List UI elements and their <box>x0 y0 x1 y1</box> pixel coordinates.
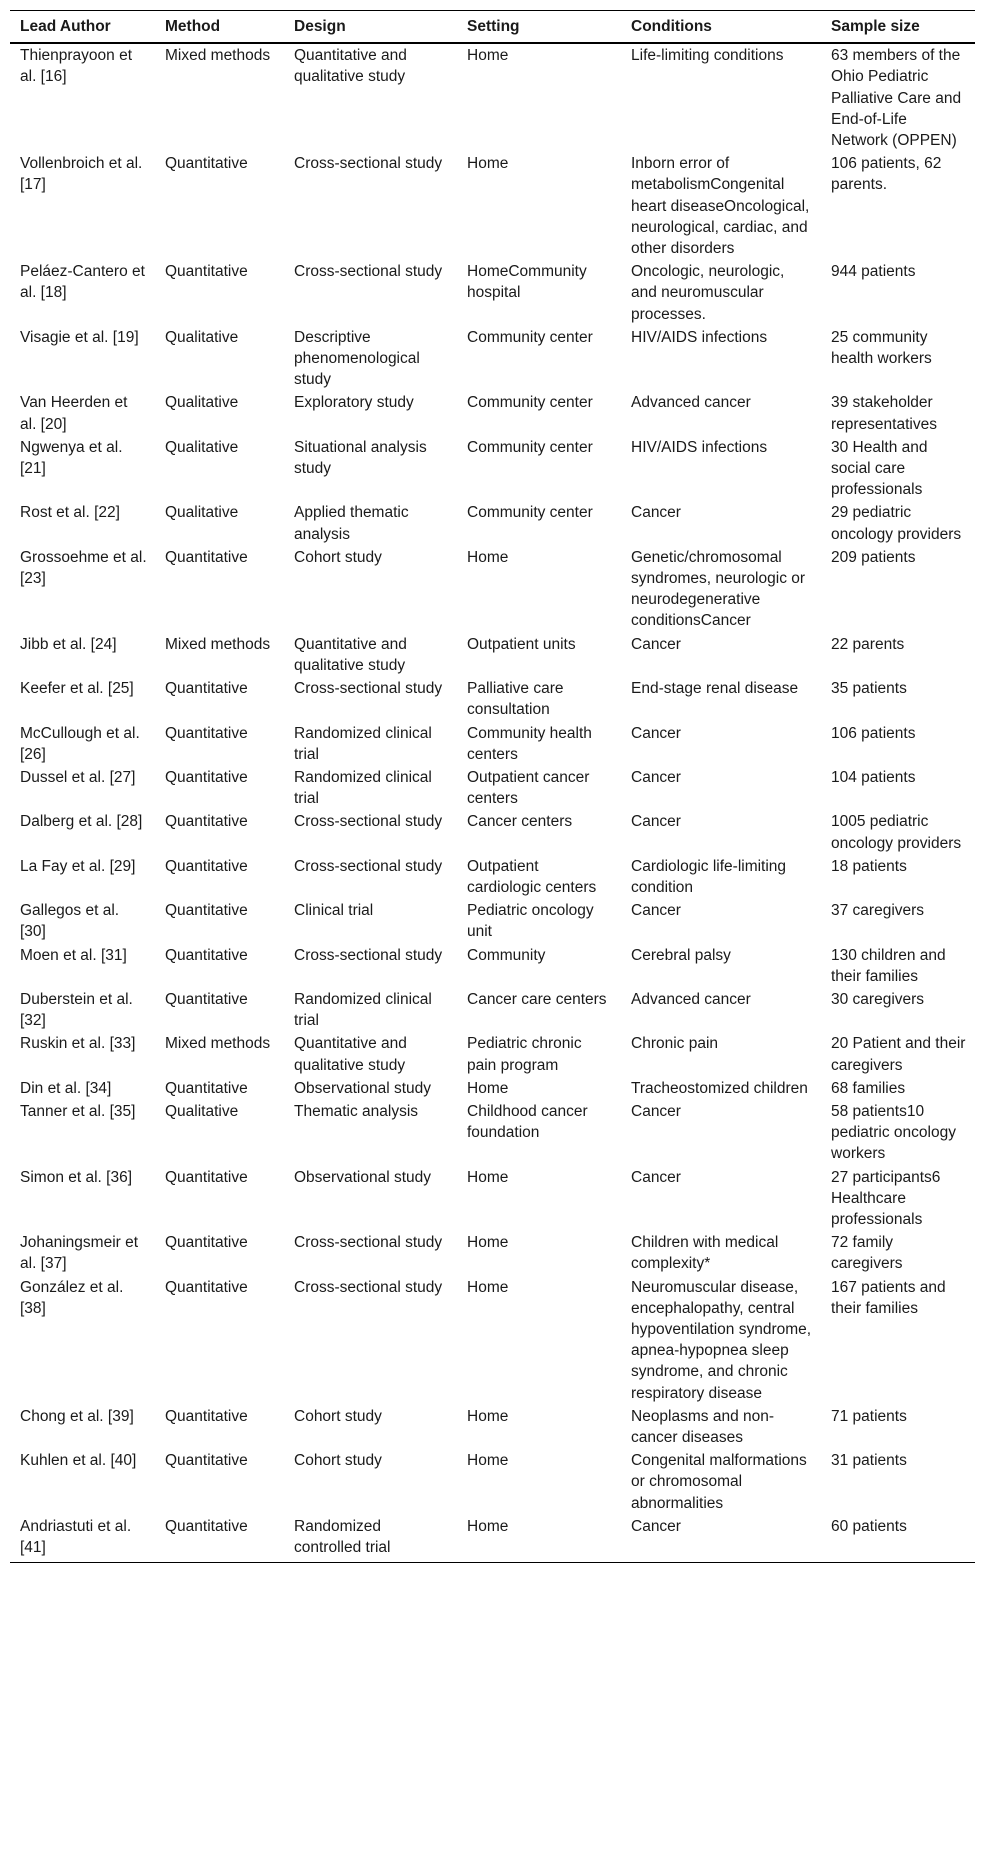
cell-design: Cohort study <box>294 1407 382 1425</box>
cell-setting: Community center <box>467 504 593 522</box>
cell-sample-size: 106 patients <box>831 724 916 742</box>
cell-lead-author: Gallegos et al. [30] <box>20 902 120 941</box>
table-row <box>10 436 975 502</box>
cell-design: Cross-sectional study <box>294 680 443 698</box>
cell-lead-author: Simon et al. [36] <box>20 1168 133 1186</box>
cell-sample-size: 209 patients <box>831 548 916 566</box>
cell-conditions: Oncologic, neurologic, and neuromuscular processes. <box>631 263 785 323</box>
cell-setting: Community health centers <box>467 724 592 763</box>
cell-method: Quantitative <box>165 857 248 875</box>
cell-sample-size: 104 patients <box>831 768 916 786</box>
cell-method: Quantitative <box>165 902 248 920</box>
table-row <box>10 1032 975 1076</box>
cell-setting: Pediatric oncology unit <box>467 902 594 941</box>
table-row <box>10 501 975 545</box>
cell-setting: Community center <box>467 328 593 346</box>
table-row <box>10 152 975 260</box>
cell-design: Cohort study <box>294 548 382 566</box>
cell-method: Mixed methods <box>165 47 271 65</box>
table-row <box>10 677 975 721</box>
cell-conditions: HIV/AIDS infections <box>631 438 768 456</box>
cell-method: Quantitative <box>165 263 248 281</box>
cell-lead-author: La Fay et al. [29] <box>20 857 136 875</box>
cell-sample-size: 106 patients, 62 parents. <box>831 155 942 194</box>
cell-lead-author: Peláez-Cantero et al. [18] <box>20 263 145 302</box>
cell-design: Cross-sectional study <box>294 263 443 281</box>
cell-design: Applied thematic analysis <box>294 504 409 543</box>
cell-setting: Home <box>467 1079 509 1097</box>
cell-setting: Home <box>467 1452 509 1470</box>
cell-method: Quantitative <box>165 990 248 1008</box>
table-header <box>10 11 975 44</box>
cell-setting: Community <box>467 946 546 964</box>
cell-conditions: Cancer <box>631 902 681 920</box>
table-row <box>10 1100 975 1166</box>
cell-conditions: Cardiologic life-limiting condition <box>631 857 787 896</box>
table-row <box>10 899 975 943</box>
cell-setting: Community center <box>467 394 593 412</box>
cell-sample-size: 25 community health workers <box>831 328 932 368</box>
cell-design: Randomized clinical trial <box>294 768 432 808</box>
cell-method: Qualitative <box>165 328 239 346</box>
cell-method: Quantitative <box>165 1079 248 1097</box>
cell-sample-size: 63 members of the Ohio Pediatric Palliative Care and End-of-Life Network (OPPEN) <box>831 47 962 150</box>
cell-sample-size: 37 caregivers <box>831 902 925 920</box>
header-lead-author: Lead Author <box>10 11 155 44</box>
cell-conditions: HIV/AIDS infections <box>631 328 768 346</box>
cell-conditions: Life-limiting conditions <box>631 47 784 65</box>
cell-conditions: Cancer <box>631 1102 681 1120</box>
header-conditions: Conditions <box>621 11 821 44</box>
cell-method: Qualitative <box>165 438 239 456</box>
header-sample-size: Sample size <box>821 11 975 44</box>
cell-setting: Childhood cancer foundation <box>467 1102 588 1142</box>
table-row <box>10 1405 975 1449</box>
cell-design: Quantitative and qualitative study <box>294 47 407 86</box>
cell-lead-author: Jibb et al. [24] <box>20 635 117 653</box>
cell-lead-author: Visagie et al. [19] <box>20 328 139 346</box>
cell-lead-author: Vollenbroich et al. [17] <box>20 155 143 194</box>
cell-conditions: Cancer <box>631 504 681 522</box>
cell-lead-author: Din et al. [34] <box>20 1079 112 1097</box>
cell-sample-size: 130 children and their families <box>831 946 946 985</box>
cell-conditions: Cancer <box>631 635 681 653</box>
cell-design: Cross-sectional study <box>294 1278 443 1296</box>
cell-sample-size: 1005 pediatric oncology providers <box>831 813 962 852</box>
cell-method: Quantitative <box>165 680 248 698</box>
cell-method: Quantitative <box>165 813 248 831</box>
cell-sample-size: 29 pediatric oncology providers <box>831 504 962 543</box>
cell-design: Cross-sectional study <box>294 155 443 173</box>
cell-method: Quantitative <box>155 1515 284 1563</box>
cell-design: Cross-sectional study <box>294 857 443 875</box>
cell-setting: Home <box>467 155 509 173</box>
cell-lead-author: Andriastuti et al. [41] <box>10 1515 155 1563</box>
cell-method: Quantitative <box>165 1234 248 1252</box>
cell-setting: HomeCommunity hospital <box>467 263 587 302</box>
cell-sample-size: 167 patients and their families <box>831 1278 946 1317</box>
table-body <box>10 43 975 1563</box>
table-row <box>10 1276 975 1405</box>
cell-conditions: Neoplasms and non-cancer diseases <box>631 1407 775 1446</box>
cell-conditions: Cancer <box>631 813 681 831</box>
cell-setting: Outpatient cancer centers <box>467 768 590 808</box>
cell-lead-author: González et al. [38] <box>20 1278 124 1317</box>
table-row <box>10 1449 975 1515</box>
table-row <box>10 855 975 899</box>
studies-table <box>10 10 975 1563</box>
header-row <box>10 11 975 44</box>
cell-method: Quantitative <box>165 1278 248 1296</box>
cell-setting: Home <box>467 1168 509 1186</box>
cell-conditions: Chronic pain <box>631 1035 719 1053</box>
cell-design: Cross-sectional study <box>294 946 443 964</box>
cell-sample-size: 72 family caregivers <box>831 1234 903 1273</box>
cell-method: Quantitative <box>165 548 248 566</box>
cell-lead-author: Chong et al. [39] <box>20 1407 134 1425</box>
cell-setting: Community center <box>467 438 593 456</box>
cell-design: Thematic analysis <box>294 1102 419 1120</box>
cell-lead-author: Keefer et al. [25] <box>20 680 134 698</box>
cell-conditions: End-stage renal disease <box>631 680 799 698</box>
cell-design: Observational study <box>294 1079 431 1097</box>
cell-conditions: Inborn error of metabolismCongenital heart diseaseOncological, neurological, cardiac, and other disorders <box>631 155 810 258</box>
cell-lead-author: Kuhlen et al. [40] <box>20 1452 137 1470</box>
cell-setting: Outpatient units <box>467 635 576 653</box>
table-row <box>10 766 975 810</box>
cell-sample-size: 18 patients <box>831 857 907 875</box>
cell-lead-author: Rost et al. [22] <box>20 504 120 522</box>
cell-method: Quantitative <box>165 1452 248 1470</box>
cell-setting: Pediatric chronic pain program <box>467 1035 582 1074</box>
cell-setting: Home <box>467 548 509 566</box>
cell-conditions: Congenital malformations or chromosomal abnormalities <box>631 1452 807 1512</box>
cell-lead-author: Ngwenya et al. [21] <box>20 438 123 478</box>
cell-sample-size: 71 patients <box>831 1407 907 1425</box>
cell-design: Quantitative and qualitative study <box>294 635 407 674</box>
cell-method: Qualitative <box>165 394 239 412</box>
cell-conditions: Tracheostomized children <box>631 1079 808 1097</box>
table-row <box>10 633 975 677</box>
cell-method: Quantitative <box>165 768 248 786</box>
header-method: Method <box>155 11 284 44</box>
cell-lead-author: Moen et al. [31] <box>20 946 127 964</box>
cell-sample-size: 20 Patient and their caregivers <box>831 1035 966 1074</box>
cell-conditions: Advanced cancer <box>631 990 751 1008</box>
cell-method: Qualitative <box>165 504 239 522</box>
cell-method: Mixed methods <box>165 635 271 653</box>
table-row <box>10 722 975 766</box>
cell-sample-size: 27 participants6 Healthcare professionals <box>831 1168 941 1228</box>
cell-method: Quantitative <box>165 1407 248 1425</box>
table-row <box>10 391 975 435</box>
cell-conditions: Children with medical complexity* <box>631 1234 779 1273</box>
table-row <box>10 810 975 854</box>
cell-setting: Cancer care centers <box>467 990 607 1008</box>
cell-sample-size: 60 patients <box>821 1515 975 1563</box>
cell-sample-size: 39 stakeholder representatives <box>831 394 937 433</box>
cell-setting: Home <box>467 1234 509 1252</box>
cell-lead-author: Tanner et al. [35] <box>20 1102 136 1120</box>
cell-conditions: Genetic/chromosomal syndromes, neurologic or neurodegenerative conditionsCancer <box>631 548 806 630</box>
cell-lead-author: McCullough et al. [26] <box>20 724 140 763</box>
cell-setting: Outpatient cardiologic centers <box>467 857 597 896</box>
table-row <box>10 1166 975 1232</box>
cell-conditions: Cancer <box>621 1515 821 1563</box>
cell-conditions: Cancer <box>631 724 681 742</box>
cell-conditions: Neuromuscular disease, encephalopathy, central hypoventilation syndrome, apnea-hypopnea sleep syndrome, and chronic respiratory disease <box>631 1278 812 1402</box>
cell-design: Randomized clinical trial <box>294 990 432 1030</box>
cell-setting: Home <box>467 1278 509 1296</box>
studies-table-container <box>10 10 975 1563</box>
cell-lead-author: Ruskin et al. [33] <box>20 1035 136 1053</box>
cell-sample-size: 22 parents <box>831 635 905 653</box>
cell-sample-size: 31 patients <box>831 1452 907 1470</box>
cell-conditions: Cerebral palsy <box>631 946 731 964</box>
table-row <box>10 326 975 392</box>
cell-method: Quantitative <box>165 1168 248 1186</box>
cell-design: Cross-sectional study <box>294 1234 443 1252</box>
cell-design: Descriptive phenomenological study <box>294 328 420 389</box>
cell-lead-author: Van Heerden et al. [20] <box>20 394 128 433</box>
cell-setting: Home <box>467 47 509 65</box>
table-row <box>10 1077 975 1100</box>
cell-setting: Palliative care consultation <box>467 680 564 719</box>
cell-lead-author: Duberstein et al. [32] <box>20 990 133 1030</box>
table-row <box>10 944 975 988</box>
cell-design: Clinical trial <box>294 902 374 920</box>
cell-design: Cohort study <box>294 1452 382 1470</box>
table-row <box>10 988 975 1032</box>
cell-design: Exploratory study <box>294 394 414 412</box>
cell-sample-size: 35 patients <box>831 680 907 698</box>
cell-lead-author: Thienprayoon et al. [16] <box>20 47 133 86</box>
cell-setting: Cancer centers <box>467 813 573 831</box>
cell-design: Observational study <box>294 1168 431 1186</box>
cell-conditions: Cancer <box>631 1168 681 1186</box>
cell-method: Quantitative <box>165 155 248 173</box>
table-row <box>10 546 975 633</box>
cell-design: Randomized clinical trial <box>294 724 432 763</box>
cell-design: Situational analysis study <box>294 438 427 478</box>
cell-sample-size: 30 caregivers <box>831 990 925 1008</box>
cell-method: Mixed methods <box>165 1035 271 1053</box>
cell-conditions: Cancer <box>631 768 681 786</box>
cell-sample-size: 58 patients10 pediatric oncology workers <box>831 1102 956 1163</box>
cell-method: Quantitative <box>165 724 248 742</box>
cell-sample-size: 68 families <box>831 1079 906 1097</box>
cell-sample-size: 944 patients <box>831 263 916 281</box>
cell-setting: Home <box>467 1407 509 1425</box>
cell-lead-author: Dussel et al. [27] <box>20 768 136 786</box>
header-design: Design <box>284 11 457 44</box>
header-setting: Setting <box>457 11 621 44</box>
cell-design: Randomized controlled trial <box>284 1515 457 1563</box>
cell-lead-author: Johaningsmeir et al. [37] <box>20 1234 139 1273</box>
cell-conditions: Advanced cancer <box>631 394 751 412</box>
table-row <box>10 260 975 326</box>
table-row <box>10 43 975 152</box>
table-row <box>10 1515 975 1563</box>
cell-sample-size: 30 Health and social care professionals <box>831 438 928 499</box>
cell-design: Quantitative and qualitative study <box>294 1035 407 1074</box>
cell-lead-author: Dalberg et al. [28] <box>20 813 143 831</box>
cell-lead-author: Grossoehme et al. [23] <box>20 548 147 588</box>
cell-design: Cross-sectional study <box>294 813 443 831</box>
cell-method: Quantitative <box>165 946 248 964</box>
cell-setting: Home <box>457 1515 621 1563</box>
cell-method: Qualitative <box>165 1102 239 1120</box>
table-row <box>10 1231 975 1275</box>
